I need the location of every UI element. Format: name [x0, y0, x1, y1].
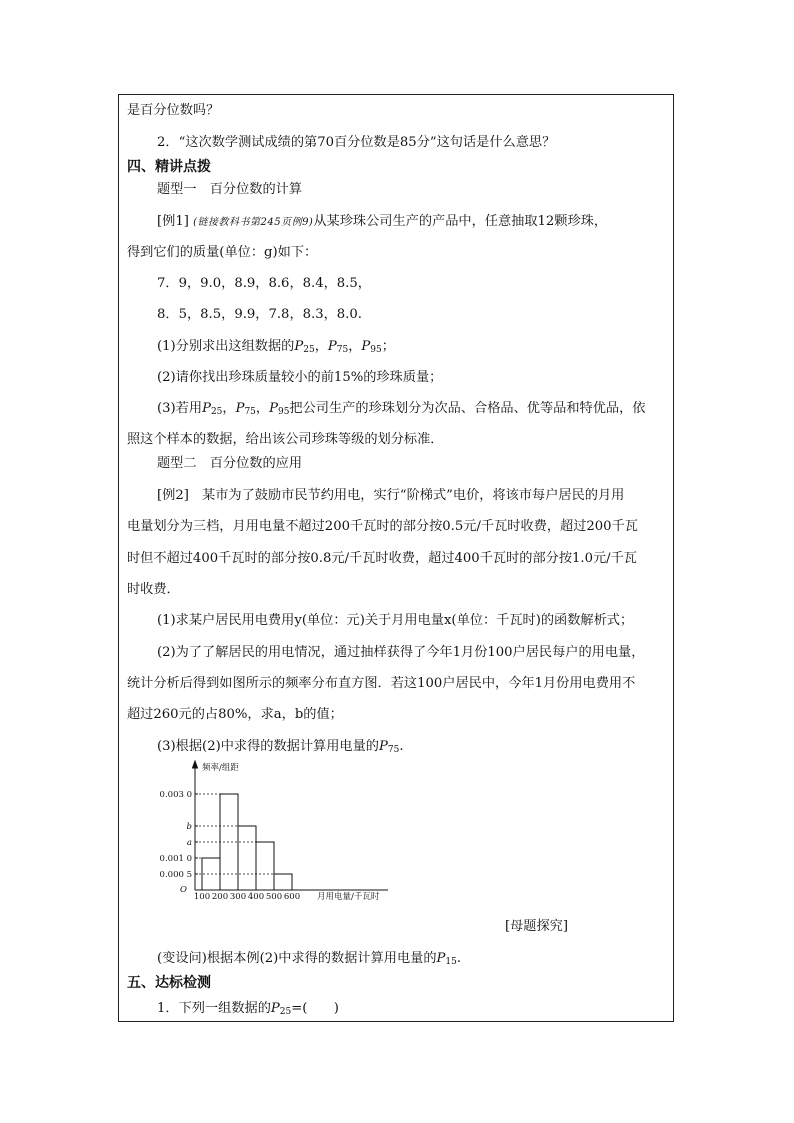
section-5-heading: 五、达标检测 — [127, 975, 211, 991]
p-subscript: 75 — [336, 345, 349, 355]
example-2-line-3: 时但不超过400千瓦时的部分按0.8元/千瓦时收费，超过400千瓦时的部分按1.0元/千瓦 — [127, 551, 637, 566]
part-3-text-2: 把公司生产的珍珠划分为次品、合格品、优等品和特优品，依 — [289, 401, 646, 416]
exercise-1-text: 1．下列一组数据的 — [157, 1001, 271, 1016]
p-symbol: P — [202, 401, 211, 416]
p-subscript: 95 — [370, 345, 382, 355]
part-3-text: (3)若用 — [157, 401, 203, 416]
part-1-text: (1)分别求出这组数据的 — [157, 339, 295, 354]
p-symbol: P — [378, 739, 388, 754]
end-mark: ； — [381, 339, 395, 354]
text-line: 是百分位数吗？ — [127, 103, 220, 118]
y-tick-label: b — [186, 822, 192, 832]
question-2: 2．“这次数学测试成绩的第70百分位数是85分”这句话是什么意思？ — [157, 135, 556, 150]
p-symbol: P — [270, 1001, 280, 1016]
x-axis-label: 月用电量/千瓦时 — [317, 892, 380, 902]
end-mark: . — [399, 739, 404, 754]
ex2-part-2-line-3: 超过260元的占80%，求a，b的值； — [127, 707, 343, 722]
example-2-line-4: 时收费． — [127, 582, 180, 597]
textbook-link: (链接教科书第245页例9) — [193, 217, 314, 228]
histogram-bar — [256, 842, 274, 890]
separator: ， — [348, 339, 362, 354]
p-subscript: 15 — [445, 957, 457, 967]
data-row-2: 8．5，8.5，9.9，7.8，8.3，8.0. — [157, 307, 362, 322]
variant-text: (变设问)根据本例(2)中求得的数据计算用电量的 — [157, 951, 437, 966]
part-1 — [157, 338, 395, 356]
p-subscript: 25 — [210, 407, 223, 417]
part-3-line-2: 照这个样本的数据，给出该公司珍珠等级的划分标准． — [127, 432, 444, 447]
x-tick-label: 300 — [229, 892, 247, 902]
topic-2-heading: 题型二 百分位数的应用 — [157, 456, 303, 471]
separator: ， — [222, 401, 236, 416]
section-4-heading: 四、精讲点拨 — [127, 159, 211, 175]
ex2-part-2-line-2: 统计分析后得到如图所示的频率分布直方图．若这100户居民中，今年1月份用电费用不 — [127, 676, 636, 691]
p-symbol: P — [269, 401, 278, 416]
part-2: (2)请你找出珍珠质量较小的前15%的珍珠质量； — [157, 370, 443, 385]
x-tick-label: 100 — [193, 892, 211, 902]
example-1-line-2: 得到它们的质量(单位：g)如下： — [127, 245, 318, 260]
y-tick-label: 0.003 0 — [159, 790, 192, 800]
y-axis-arrow — [193, 761, 198, 768]
x-tick-label: 200 — [211, 892, 229, 902]
ex2-part-1: (1)求某户居民用电费用y(单位：元)关于月用电量x(单位：千瓦时)的函数解析式； — [157, 613, 634, 628]
p-subscript: 75 — [244, 407, 256, 417]
p-symbol: P — [361, 339, 371, 354]
y-axis-label: 频率/组距 — [202, 763, 239, 773]
histogram-bar — [238, 826, 256, 890]
p-symbol: P — [327, 339, 337, 354]
ex2-part-3-text: (3)根据(2)中求得的数据计算用电量的 — [157, 739, 379, 754]
mother-problem-tag: [母题探究] — [504, 919, 568, 934]
y-tick-label: 0.001 0 — [159, 854, 192, 864]
exercise-1 — [157, 1000, 339, 1018]
end-mark: . — [456, 951, 462, 966]
x-tick-label: 600 — [283, 892, 301, 902]
y-tick-label: 0.000 5 — [159, 870, 192, 880]
example-1-tag: [例1] — [157, 214, 189, 229]
separator: ， — [255, 401, 270, 416]
p-subscript: 25 — [303, 345, 315, 355]
y-tick-label: a — [186, 838, 192, 848]
histogram-bar — [274, 874, 292, 890]
p-symbol: P — [235, 401, 245, 416]
ex2-part-3 — [157, 738, 404, 756]
example-1-line-1 — [157, 213, 607, 232]
origin-label: O — [180, 885, 187, 895]
topic-1-heading: 题型一 百分位数的计算 — [157, 182, 303, 197]
exercise-1-blank: =( ) — [291, 1001, 339, 1016]
variant-question — [157, 950, 461, 968]
p-subscript: 95 — [277, 407, 290, 417]
frequency-histogram — [150, 760, 410, 905]
ex2-part-2-line-1: (2)为了了解居民的用电情况，通过抽样获得了今年1月份100户居民每户的用电量， — [157, 645, 645, 660]
p-subscript: 25 — [279, 1007, 292, 1017]
p-subscript: 75 — [387, 745, 400, 755]
p-symbol: P — [294, 339, 304, 354]
example-2-line-2: 电量划分为三档，月用电量不超过200千瓦时的部分按0.5元/千瓦时收费，超过200千瓦 — [127, 519, 638, 534]
x-tick-label: 500 — [265, 892, 283, 902]
example-2-line-1: [例2] 某市为了鼓励市民节约用电，实行“阶梯式”电价，将该市每户居民的月用 — [157, 488, 625, 503]
x-tick-label: 400 — [247, 892, 265, 902]
separator: ， — [314, 339, 328, 354]
example-1-text: 从某珍珠公司生产的产品中，任意抽取12颗珍珠， — [313, 214, 608, 229]
part-3 — [157, 400, 645, 418]
data-row-1: 7．9，9.0，8.9，8.6，8.4，8.5， — [157, 276, 371, 291]
p-symbol: P — [436, 951, 446, 966]
